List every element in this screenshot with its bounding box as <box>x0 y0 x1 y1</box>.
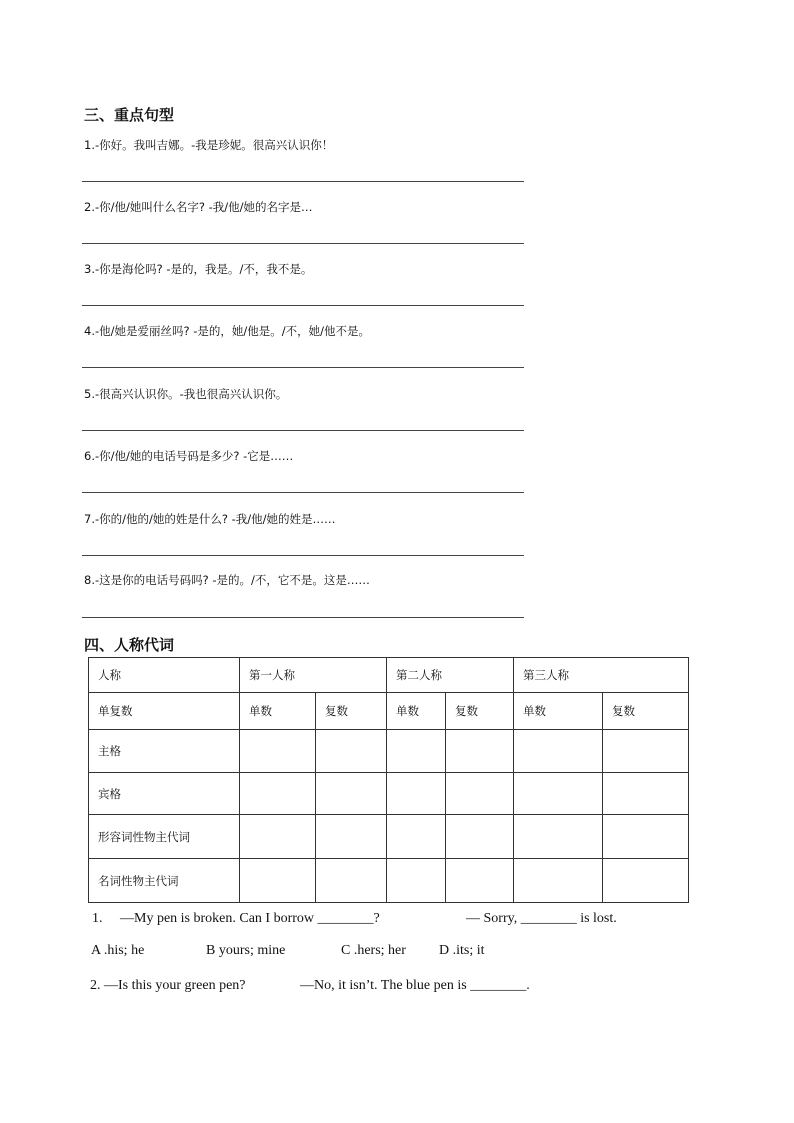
table-cell[interactable] <box>387 859 446 903</box>
table-cell[interactable] <box>514 730 603 773</box>
table-cell[interactable] <box>240 859 316 903</box>
table-cell[interactable] <box>387 773 446 815</box>
option-b[interactable]: B yours; mine <box>206 943 286 958</box>
pronoun-table <box>88 657 689 903</box>
table-cell[interactable] <box>446 815 514 859</box>
sub-header-plural: 复数 <box>316 693 387 730</box>
answer-line-4[interactable] <box>82 367 524 368</box>
section-3-title: 三、重点句型 <box>84 106 175 124</box>
table-row <box>89 859 689 903</box>
header-person: 人称 <box>89 658 240 693</box>
table-cell[interactable] <box>603 773 689 815</box>
sub-header-plural: 复数 <box>446 693 514 730</box>
sub-header-singular: 单数 <box>514 693 603 730</box>
sentence-6: 6.-你/他/她的电话号码是多少? -它是…… <box>84 449 294 463</box>
row-label-objective: 宾格 <box>89 773 240 815</box>
header-second-person: 第二人称 <box>387 658 514 693</box>
table-cell[interactable] <box>316 773 387 815</box>
option-a[interactable]: A .his; he <box>91 943 145 958</box>
table-cell[interactable] <box>514 773 603 815</box>
table-cell[interactable] <box>316 815 387 859</box>
section-4-title: 四、人称代词 <box>84 636 175 654</box>
table-row <box>89 773 689 815</box>
table-cell[interactable] <box>240 773 316 815</box>
row-label-noun-possessive: 名词性物主代词 <box>89 859 240 903</box>
question-2-response: —No, it isn’t. The blue pen is ________. <box>300 978 530 993</box>
sentence-3: 3.-你是海伦吗? -是的，我是。/不，我不是。 <box>84 262 313 276</box>
sub-header-plural: 复数 <box>603 693 689 730</box>
question-1-prompt: —My pen is broken. Can I borrow ________? <box>120 911 380 926</box>
table-cell[interactable] <box>603 859 689 903</box>
table-cell[interactable] <box>514 815 603 859</box>
answer-line-1[interactable] <box>82 181 524 182</box>
table-cell[interactable] <box>446 773 514 815</box>
table-cell[interactable] <box>387 815 446 859</box>
table-cell[interactable] <box>316 859 387 903</box>
table-cell[interactable] <box>240 730 316 773</box>
sentence-1: 1.-你好。我叫吉娜。-我是珍妮。很高兴认识你！ <box>84 138 334 152</box>
header-third-person: 第三人称 <box>514 658 689 693</box>
table-header-row <box>89 658 689 693</box>
answer-line-2[interactable] <box>82 243 524 244</box>
table-cell[interactable] <box>316 730 387 773</box>
sentence-2: 2.-你/他/她叫什么名字? -我/他/她的名字是… <box>84 200 313 214</box>
sentence-5: 5.-很高兴认识你。-我也很高兴认识你。 <box>84 387 288 401</box>
table-sub-header-row <box>89 693 689 730</box>
option-d[interactable]: D .its; it <box>439 943 485 958</box>
answer-line-7[interactable] <box>82 555 524 556</box>
option-c[interactable]: C .hers; her <box>341 943 406 958</box>
table-cell[interactable] <box>514 859 603 903</box>
table-row <box>89 815 689 859</box>
table-cell[interactable] <box>446 859 514 903</box>
sentence-4: 4.-他/她是爱丽丝吗? -是的，她/他是。/不，她/他不是。 <box>84 324 371 338</box>
question-1-number: 1. <box>92 911 103 926</box>
sub-header-number: 单复数 <box>89 693 240 730</box>
sub-header-singular: 单数 <box>240 693 316 730</box>
question-1-response: — Sorry, ________ is lost. <box>466 911 617 926</box>
row-label-subjective: 主格 <box>89 730 240 773</box>
table-cell[interactable] <box>240 815 316 859</box>
table-cell[interactable] <box>387 730 446 773</box>
sentence-8: 8.-这是你的电话号码吗? -是的。/不，它不是。这是…… <box>84 573 370 587</box>
question-2-prompt: 2. —Is this your green pen? <box>90 978 246 993</box>
answer-line-5[interactable] <box>82 430 524 431</box>
table-row <box>89 730 689 773</box>
sentence-7: 7.-你的/他的/她的姓是什么? -我/他/她的姓是…… <box>84 512 336 526</box>
answer-line-8[interactable] <box>82 617 524 618</box>
sub-header-singular: 单数 <box>387 693 446 730</box>
answer-line-3[interactable] <box>82 305 524 306</box>
table-cell[interactable] <box>446 730 514 773</box>
answer-line-6[interactable] <box>82 492 524 493</box>
row-label-adjective-possessive: 形容词性物主代词 <box>89 815 240 859</box>
table-cell[interactable] <box>603 815 689 859</box>
header-first-person: 第一人称 <box>240 658 387 693</box>
table-cell[interactable] <box>603 730 689 773</box>
